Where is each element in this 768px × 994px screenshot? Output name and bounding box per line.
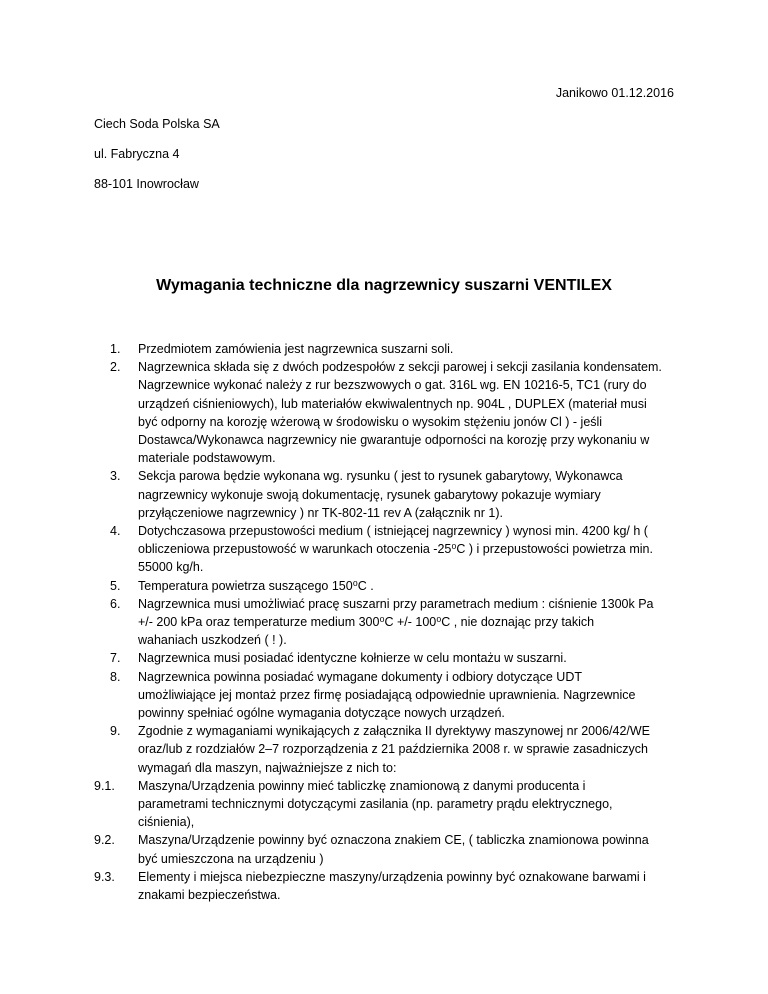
list-item (94, 467, 679, 522)
item-text: Dotychczasowa przepustowości medium ( istniejącej nagrzewnicy ) wynosi min. 4200 kg/ h ( obliczeniowa przepustowość w warunkach otoczenia -25⁰C ) i przepustowości powietrza min. 55000 kg/h. (138, 524, 653, 575)
item-number: 9.2. (94, 833, 115, 848)
item-number: 8. (110, 669, 121, 684)
item-text: Maszyna/Urządzenia powinny mieć tabliczkę znamionową z danymi producenta i parametrami technicznymi dotyczącymi zasilania (np. parametry prądu elektrycznego, ciśnienia), (138, 778, 613, 830)
item-number: 9. (110, 724, 121, 739)
item-text: Nagrzewnica składa się z dwóch podzespołów z sekcji parowej i sekcji zasilania kondensatem. Nagrzewnice wykonać należy z rur bezszwowych o gat. 316L wg. EN 10216-5, TC1 (rury do urządzeń ciśnieniowych), lub materiałów ekwiwalentnych np. 904L , DUPLEX (materiał musi być odporny na korozję wżerową w środowisku o wysokim stężeniu jonów Cl ) - jeśli Dostawca/Wykonawca nagrzewnicy nie gwarantuje odporności na korozję przy wykonaniu w materiale podstawowym. (138, 360, 662, 466)
list-item (94, 868, 679, 904)
item-text: Temperatura powietrza suszącego 150⁰C . (138, 578, 374, 593)
item-text: Maszyna/Urządzenie powinny być oznaczona znakiem CE, ( tabliczka znamionowa powinna być umieszczona na urządzeniu ) (138, 833, 649, 866)
item-text: Elementy i miejsca niebezpieczne maszyny/urządzenia powinny być oznakowane barwami i znakami bezpieczeństwa. (138, 869, 646, 903)
item-number: 1. (110, 342, 121, 356)
item-text: Sekcja parowa będzie wykonana wg. rysunku ( jest to rysunek gabarytowy, Wykonawca nagrzewnicy wykonuje swoją dokumentację, rysunek gabarytowy pokazuje wymiary przyłączeniowe nagrzewnicy ) nr TK-802-11 rev A (załącznik nr 1). (138, 469, 623, 520)
item-number: 3. (110, 469, 121, 484)
item-number: 7. (110, 651, 121, 666)
list-item (94, 340, 679, 358)
item-number: 4. (110, 524, 121, 539)
list-item (94, 577, 679, 595)
list-item (94, 649, 679, 667)
list-item (94, 831, 679, 867)
list-item (94, 522, 679, 577)
list-item (94, 777, 679, 832)
item-number: 2. (110, 360, 121, 375)
item-number: 5. (110, 578, 121, 593)
requirements-list (94, 340, 679, 904)
list-item (94, 358, 679, 467)
document-title: Wymagania techniczne dla nagrzewnicy suszarni VENTILEX (156, 277, 612, 294)
item-number: 9.1. (94, 778, 115, 793)
item-text: Przedmiotem zamówienia jest nagrzewnica suszarni soli. (138, 342, 454, 356)
recipient-company: Ciech Soda Polska SA (94, 117, 220, 131)
list-item (94, 595, 679, 650)
item-text: Nagrzewnica musi posiadać identyczne kołnierze w celu montażu w suszarni. (138, 651, 567, 666)
recipient-city: 88-101 Inowrocław (94, 177, 199, 191)
list-item (94, 722, 679, 777)
item-text: Nagrzewnica powinna posiadać wymagane dokumenty i odbiory dotyczące UDT umożliwiające jej montaż przez firmę posiadającą odpowiednie uprawnienia. Nagrzewnice powinny spełniać ogólne wymagania dotyczące nowych urządzeń. (138, 669, 636, 721)
item-text: Nagrzewnica musi umożliwiać pracę suszarni przy parametrach medium : ciśnienie 1300k Pa +/- 200 kPa oraz temperaturze medium 300⁰C +/- 100⁰C , nie doznając przy takich wahaniach uszkodzeń ( ! ). (138, 596, 654, 648)
item-number: 6. (110, 596, 121, 611)
item-text: Zgodnie z wymaganiami wynikających z załącznika II dyrektywy maszynowej nr 2006/42/WE oraz/lub z rozdziałów 2–7 rozporządzenia z 21 października 2008 r. w sprawie zasadniczych wymagań dla maszyn, najważniejsze z nich to: (138, 724, 651, 775)
list-item (94, 668, 679, 723)
document-date: Janikowo 01.12.2016 (555, 86, 674, 100)
item-number: 9.3. (94, 869, 115, 884)
recipient-street: ul. Fabryczna 4 (94, 147, 180, 161)
